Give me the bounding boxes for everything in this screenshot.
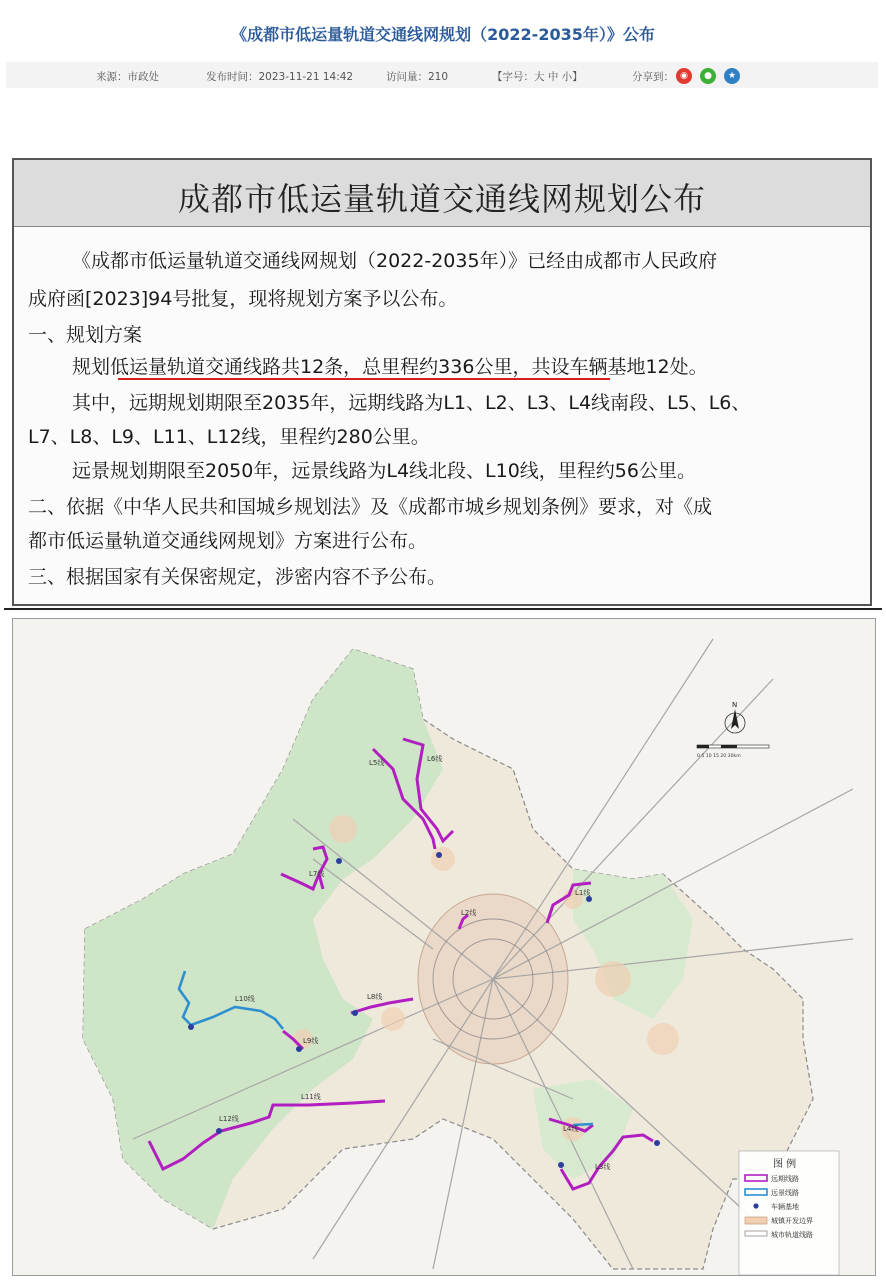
legend-swatch-depot [753, 1203, 758, 1208]
article-title: 《成都市低运量轨道交通线网规划（2022-2035年）》公布 [231, 25, 655, 44]
notice-header [14, 160, 870, 227]
label-l10: L10线 [235, 995, 255, 1003]
label-l9: L9线 [303, 1037, 319, 1045]
label-l11: L11线 [301, 1093, 321, 1101]
legend-item: 远期线路 [771, 1175, 799, 1183]
label-l12: L12线 [219, 1115, 239, 1123]
notice-paragraph: 远景规划期限至2050年，远景线路为L4线北段、L10线，里程约56公里。 [72, 460, 696, 482]
map-legend [739, 1151, 839, 1275]
weibo-icon[interactable]: ◉ [676, 68, 692, 84]
publish-time: 发布时间：2023-11-21 14:42 [206, 71, 354, 83]
notice-paragraph: 成府函[2023]94号批复，现将规划方案予以公布。 [28, 288, 458, 310]
notice-paragraph-highlight: 规划低运量轨道交通线路共12条，总里程约336公里，共设车辆基地12处。 [72, 356, 708, 378]
notice-paragraph: 其中，远期规划期限至2035年，远期线路为L1、L2、L3、L4线南段、L5、L6、 [72, 392, 751, 414]
legend-item: 远景线路 [771, 1189, 799, 1197]
north-label: N [732, 701, 738, 709]
notice-heading: 一、规划方案 [28, 324, 143, 346]
notice-paragraph: 都市低运量轨道交通线网规划》方案进行公布。 [28, 530, 428, 552]
wechat-icon[interactable]: ● [700, 68, 716, 84]
label-l8: L8线 [367, 993, 383, 1001]
scale-label: 0 5 10 15 20 30km [697, 754, 741, 759]
notice-paragraph: L7、L8、L9、L11、L12线，里程约280公里。 [28, 426, 430, 448]
legend-swatch-boundary [745, 1217, 767, 1224]
label-l7: L7线 [309, 870, 325, 878]
notice-title: 成都市低运量轨道交通线网规划公布 [177, 180, 706, 218]
label-l6: L6线 [427, 755, 443, 763]
legend-title: 图 例 [773, 1159, 797, 1170]
label-l1: L1线 [575, 889, 591, 897]
label-l3: L3线 [595, 1163, 611, 1171]
highlight-underline [118, 378, 610, 380]
notice-heading: 三、根据国家有关保密规定，涉密内容不予公布。 [28, 566, 447, 588]
view-count: 访问量：210 [386, 71, 449, 83]
network-plan-map [12, 618, 876, 1276]
label-l2: L2线 [461, 909, 477, 917]
font-size-switch[interactable]: 【字号：大 中 小】 [492, 71, 583, 83]
source-label: 来源：市政处 [96, 71, 159, 83]
legend-swatch-metro [745, 1231, 767, 1236]
qzone-icon[interactable]: ★ [724, 68, 740, 84]
label-l4: L4线 [563, 1125, 579, 1133]
notice-heading: 二、依据《中华人民共和国城乡规划法》及《成都市城乡规划条例》要求，对《成 [28, 496, 713, 518]
legend-item: 车辆基地 [771, 1203, 799, 1211]
label-l5: L5线 [369, 759, 385, 767]
section-divider [4, 608, 882, 610]
legend-item: 城市轨道线路 [771, 1231, 813, 1239]
notice-paragraph: 《成都市低运量轨道交通线网规划（2022-2035年）》已经由成都市人民政府 [72, 250, 718, 272]
legend-item: 城镇开发边界 [771, 1217, 813, 1225]
share-label: 分享到： [632, 71, 674, 83]
